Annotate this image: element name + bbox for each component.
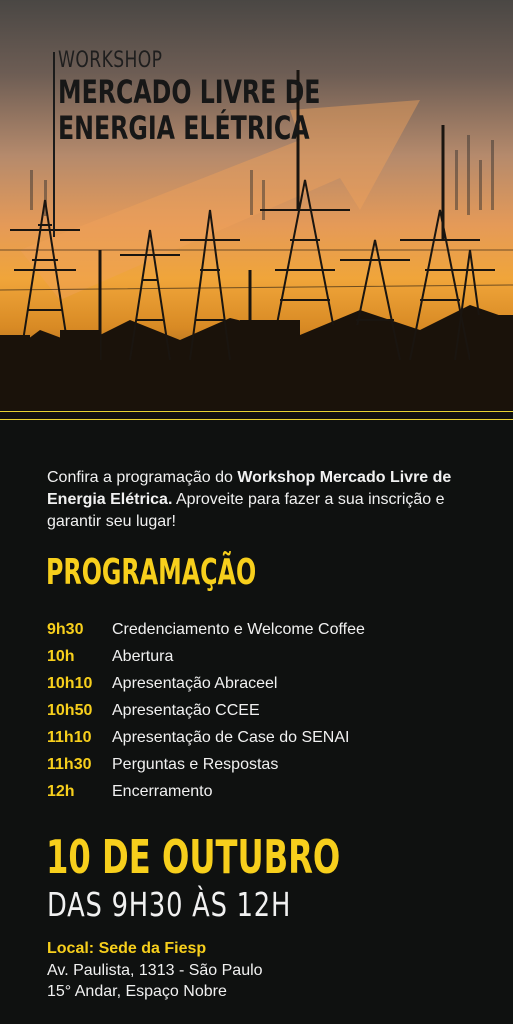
location-address: Av. Paulista, 1313 - São Paulo: [47, 962, 263, 979]
schedule-item: [47, 697, 487, 724]
workshop-label: WORKSHOP: [58, 48, 163, 73]
schedule-item: [47, 643, 487, 670]
schedule-event: Abertura: [112, 647, 174, 665]
schedule-time: 9h30: [47, 620, 84, 638]
schedule-time: 10h10: [47, 674, 93, 692]
schedule-event: Encerramento: [112, 782, 213, 800]
intro-text: [47, 467, 477, 533]
schedule-item: [47, 724, 487, 751]
schedule-event: Apresentação Abraceel: [112, 674, 278, 692]
hero-title-block: [58, 48, 413, 146]
schedule-time: 10h: [47, 647, 75, 665]
hero-title-line-1: MERCADO LIVRE DE: [58, 73, 321, 111]
schedule-time: 11h10: [47, 728, 92, 746]
schedule-list: [47, 616, 487, 805]
hero-title-line-2: ENERGIA ELÉTRICA: [58, 109, 310, 147]
programacao-heading: PROGRAMAÇÃO: [46, 552, 257, 593]
schedule-item: [47, 778, 487, 805]
title-accent-bar: [53, 52, 55, 237]
schedule-item: [47, 670, 487, 697]
event-date: 10 DE OUTUBRO: [46, 830, 341, 884]
intro-text-part2: Aproveite para fazer a sua inscrição e garantir seu lugar!: [47, 491, 445, 530]
schedule-item: [47, 751, 487, 778]
schedule-item: [47, 616, 487, 643]
schedule-event: Apresentação CCEE: [112, 701, 260, 719]
intro-text-part1: Confira a programação do: [47, 469, 238, 486]
schedule-event: Credenciamento e Welcome Coffee: [112, 620, 365, 638]
hero-banner: [0, 0, 513, 410]
location-title: Local: Sede da Fiesp: [47, 940, 207, 957]
schedule-time: 12h: [47, 782, 75, 800]
schedule-event: Perguntas e Respostas: [112, 755, 279, 773]
schedule-time: 10h50: [47, 701, 93, 719]
schedule-event: Apresentação de Case do SENAI: [112, 728, 350, 746]
separator-line-bottom: [0, 419, 513, 420]
event-hours: DAS 9H30 ÀS 12H: [47, 885, 292, 924]
separator-line-top: [0, 411, 513, 412]
intro-text-bold: Workshop Mercado Livre de Energia Elétrica.: [47, 469, 452, 508]
location-floor: 15° Andar, Espaço Nobre: [47, 983, 227, 1000]
schedule-time: 11h30: [47, 755, 92, 773]
